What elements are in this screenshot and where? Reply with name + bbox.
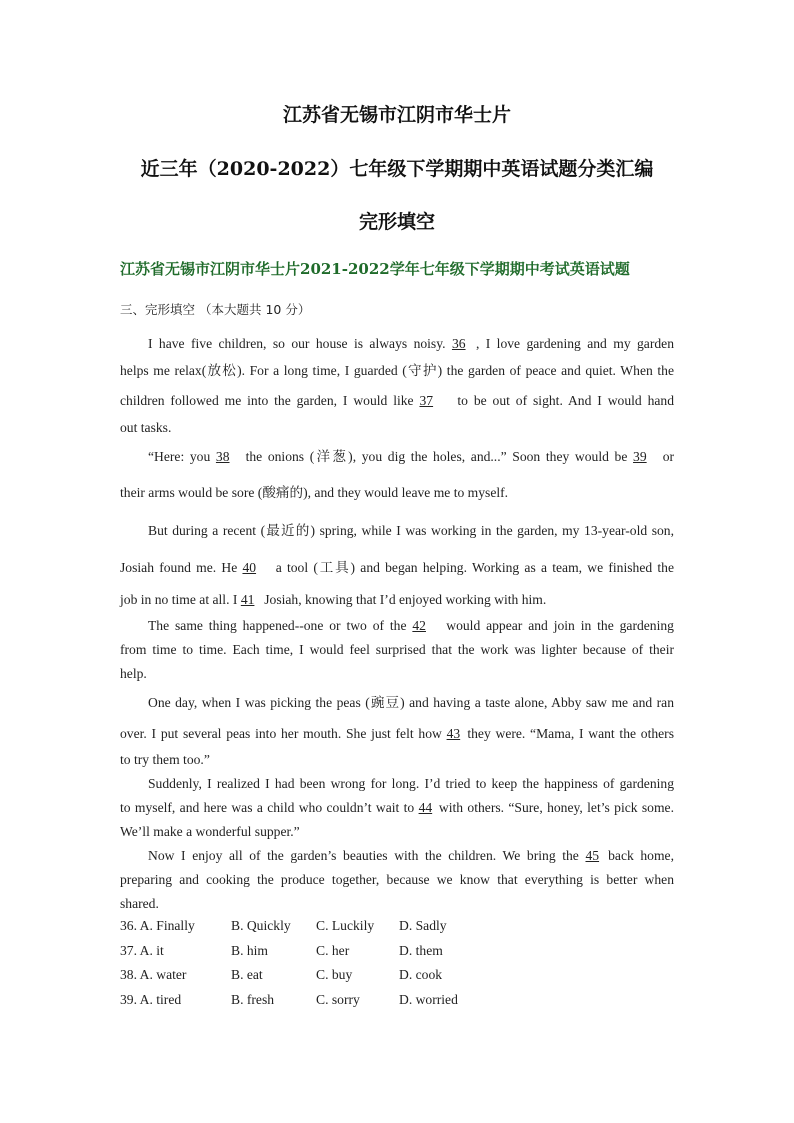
option-37-b: B. him <box>231 942 269 958</box>
blank-37: 37 <box>419 393 434 408</box>
blank-39: 39 <box>633 449 647 464</box>
doc-title-line2: 近三年（2020-2022）七年级下学期期中英语试题分类汇编 <box>140 158 654 180</box>
paragraph-7-line3: shared. <box>120 896 159 911</box>
option-38-b: B. eat <box>231 967 263 983</box>
paragraph-1-line4: out tasks. <box>120 420 172 435</box>
option-39-b: B. fresh <box>231 991 275 1007</box>
option-39-a: 39. A. tired <box>120 991 182 1007</box>
paragraph-5-line2: over. I put several peas into her mouth. She just felt how 43 they were. “Mama, I want the others <box>120 720 674 748</box>
doc-title-line1: 江苏省无锡市江阴市华士片 <box>282 104 511 126</box>
paragraph-3-line3: job in no time at all. I 41 Josiah, knowing that I’d enjoyed working with him. <box>120 586 674 614</box>
paragraph-4-line2: from time to time. Each time, I would feel surprised that the work was lighter because of their <box>120 642 674 657</box>
option-39-c: C. sorry <box>316 991 360 1007</box>
option-36-d: D. Sadly <box>399 918 447 934</box>
option-38-d: D. cook <box>399 967 443 983</box>
option-37-c: C. her <box>316 942 350 958</box>
blank-43: 43 <box>446 726 461 741</box>
paragraph-6-line2: to myself, and here was a child who couldn’t wait to 44 with others. “Sure, honey, let’s pick some. <box>120 796 674 820</box>
blank-41: 41 <box>240 592 255 607</box>
blank-44: 44 <box>418 800 433 815</box>
exam-source-title: 江苏省无锡市江阴市华士片2021-2022学年七年级下学期期中考试英语试题 <box>120 260 630 278</box>
paragraph-5: One day, when I was picking the peas (豌豆) and having a taste alone, Abby saw me and ran <box>148 695 674 710</box>
option-36-c: C. Luckily <box>316 918 375 934</box>
option-37-a: 37. A. it <box>120 942 164 958</box>
blank-45: 45 <box>585 848 600 863</box>
paragraph-3: But during a recent (最近的) spring, while I was working in the garden, my 13-year-old son, <box>148 523 674 538</box>
option-38-a: 38. A. water <box>120 967 187 983</box>
paragraph-1-line2: helps me relax(放松). For a long time, I guarded (守护) the garden of peace and quiet. When the <box>120 363 674 378</box>
option-38-c: C. buy <box>316 967 353 983</box>
option-row-38 <box>120 963 479 988</box>
paragraph-1-line3: children followed me into the garden, I would like 37 to be out of sight. And I would hand <box>120 386 674 416</box>
blank-42: 42 <box>412 618 426 633</box>
paragraph-1: I have five children, so our house is always noisy. 36 , I love gardening and my garden <box>120 332 674 356</box>
paragraph-4: The same thing happened--one or two of the 42 would appear and join in the gardening <box>120 614 674 638</box>
paragraph-6: Suddenly, I realized I had been wrong for long. I’d tried to keep the happiness of gardening <box>148 776 674 791</box>
passage <box>120 332 674 916</box>
paragraph-2-line2: their arms would be sore (酸痛的), and they would leave me to myself. <box>120 485 509 500</box>
paragraph-6-line3: We’ll make a wonderful supper.” <box>120 824 300 839</box>
option-39-d: D. worried <box>399 991 458 1007</box>
option-row-39 <box>120 988 479 1013</box>
option-37-d: D. them <box>399 942 443 958</box>
blank-36: 36 <box>451 336 466 351</box>
doc-title-line3: 完形填空 <box>358 211 435 233</box>
blank-40: 40 <box>242 560 257 575</box>
paragraph-5-line3: to try them too.” <box>120 752 210 767</box>
paragraph-4-line3: help. <box>120 666 147 681</box>
option-36-b: B. Quickly <box>231 918 291 934</box>
answer-options <box>120 914 479 1012</box>
section-heading: 三、完形填空 （本大题共 10 分） <box>120 302 311 317</box>
paragraph-2: “Here: you 38 the onions (洋葱), you dig the holes, and...” Soon they would be 39 or <box>120 440 674 474</box>
paragraph-7: Now I enjoy all of the garden’s beauties with the children. We bring the 45 back home, <box>120 844 674 868</box>
blank-38: 38 <box>215 449 230 464</box>
option-row-37 <box>120 939 479 964</box>
option-36-a: 36. A. Finally <box>120 918 195 934</box>
option-row-36 <box>120 914 479 939</box>
paragraph-7-line2: preparing and cooking the produce together, because we know that everything is better when <box>120 872 674 887</box>
paragraph-3-line2: Josiah found me. He 40 a tool (工具) and began helping. Working as a team, we finished the <box>120 550 674 586</box>
